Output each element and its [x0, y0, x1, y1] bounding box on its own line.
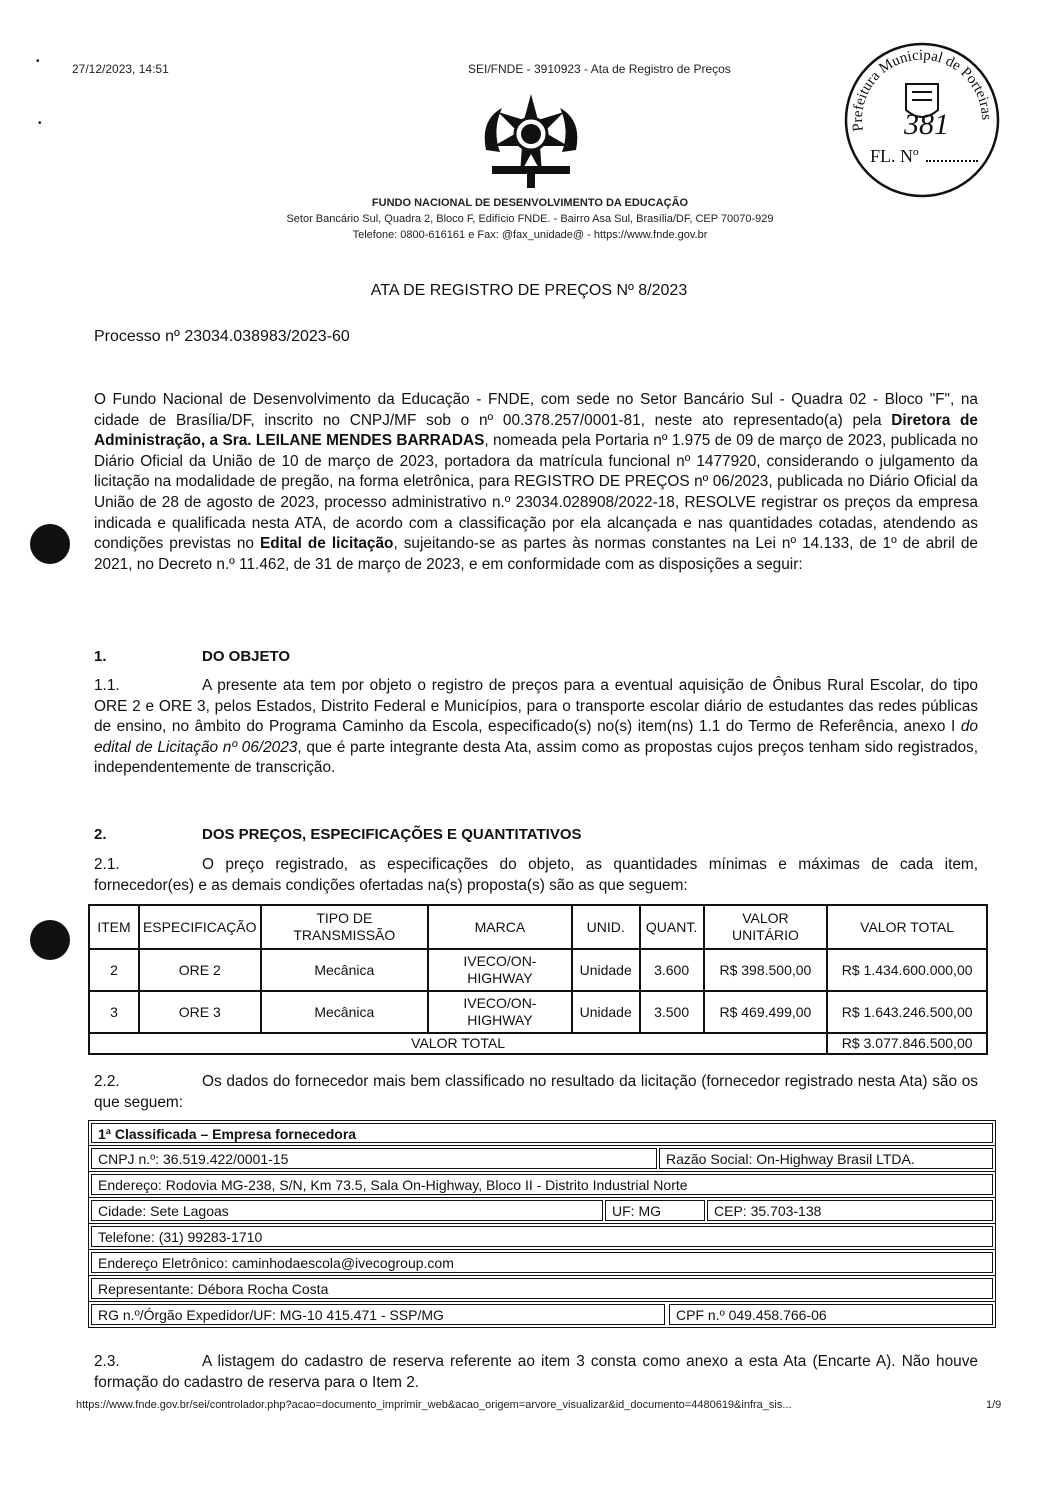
section-2-1-paragraph: 2.1. O preço registrado, as especificações do objeto, as quantidades mínimas e máximas de cada item, fornecedor(es) e as demais condições ofertadas na(s) proposta(s) são as que seguem:: [94, 856, 978, 894]
org-address: Setor Bancário Sul, Quadra 2, Bloco F, Edifício FNDE. - Bairro Asa Sul, Brasília/DF, CEP 70070-929: [286, 213, 774, 225]
supplier-row: [88, 1172, 996, 1198]
cell: R$ 469.499,00: [704, 991, 828, 1033]
intro-paragraph: O Fundo Nacional de Desenvolvimento da Educação - FNDE, com sede no Setor Bancário Sul - Quadra 02 - Bloco "F", na cidade de Brasília/DF, inscrito no CNPJ/MF sob o nº 00.378.257/0001-81, neste ato representado(a) pela Diretora de Administração, a Sra. LEILANE MENDES BARRADAS, nomeada pela Portaria nº 1.975 de 09 de março de 2023, publicada no Diário Oficial da União de 10 de março de 2023, portadora da matrícula funcional nº 1477920, considerando o julgamento da licitação na modalidade de pregão, na forma eletrônica, para REGISTRO DE PREÇOS nº 06/2023, publicada no Diário Oficial da União de 28 de agosto de 2023, processo administrativo n.º 23034.028908/2022-18, RESOLVE registrar os preços da empresa indicada e qualificada nesta ATA, de acordo com a classificação por ela alcançada e nas quantidades cotadas, atendendo as condições previstas no Edital de licitação, sujeitando-se as partes às normas constantes na Lei nº 14.133, de 1º de abril de 2021, no Decreto n.º 11.462, de 31 de março de 2023, e em conformidade com as disposições a seguir:: [94, 391, 978, 573]
table-total-row: [89, 1033, 987, 1054]
supplier-row: [88, 1198, 996, 1224]
cell: 3.600: [640, 949, 704, 991]
supplier-razao-social: Razão Social: On-Highway Brasil LTDA.: [659, 1148, 993, 1169]
cell: IVECO/ON-HIGHWAY: [428, 991, 572, 1033]
scan-mark: •: [38, 118, 42, 129]
supplier-row: [88, 1120, 996, 1146]
supplier-cnpj: CNPJ n.º: 36.519.422/0001-15: [91, 1148, 657, 1169]
page-number: 1/9: [986, 1399, 1002, 1411]
col-header: ESPECIFICAÇÃO: [139, 905, 261, 949]
document-title: ATA DE REGISTRO DE PREÇOS Nº 8/2023: [370, 282, 688, 299]
stamp-folio-label: FL. Nº: [870, 146, 919, 166]
svg-text:Prefeitura Municipal de Portei: Prefeitura Municipal de Porteiras: [849, 47, 995, 133]
supplier-table: [88, 1120, 996, 1328]
table-row: [89, 949, 987, 991]
cell: Mecânica: [261, 949, 429, 991]
cell: Mecânica: [261, 991, 429, 1033]
cell: Unidade: [572, 991, 640, 1033]
document-reference: SEI/FNDE - 3910923 - Ata de Registro de Preços: [468, 62, 731, 76]
scan-mark: •: [36, 56, 40, 67]
section-1-title: DO OBJETO: [202, 648, 291, 665]
section-1-number: 1.: [94, 648, 107, 665]
supplier-cpf: CPF n.º 049.458.766-06: [669, 1304, 993, 1325]
punch-hole: [30, 524, 70, 564]
table-header-row: [89, 905, 987, 949]
supplier-rg: RG n.º/Órgão Expedidor/UF: MG-10 415.471 - SSP/MG: [91, 1304, 665, 1325]
section-2-number: 2.: [94, 826, 107, 843]
supplier-email: Endereço Eletrônico: caminhodaescola@ivecogroup.com: [91, 1252, 993, 1273]
cell: 3: [89, 991, 139, 1033]
cell: ORE 2: [139, 949, 261, 991]
supplier-address: Endereço: Rodovia MG-238, S/N, Km 73.5, Sala On-Highway, Bloco II - Distrito Industrial Norte: [91, 1174, 993, 1195]
total-value: R$ 3.077.846.500,00: [827, 1033, 987, 1054]
table-row: [89, 991, 987, 1033]
org-contact: Telefone: 0800-616161 e Fax: @fax_unidade@ - https://www.fnde.gov.br: [352, 229, 708, 241]
col-header: VALOR UNITÁRIO: [704, 905, 828, 949]
col-header: VALOR TOTAL: [827, 905, 987, 949]
cell: Unidade: [572, 949, 640, 991]
total-label: VALOR TOTAL: [89, 1033, 827, 1054]
supplier-row: [88, 1224, 996, 1250]
stamp-folio-line: [926, 160, 978, 162]
cell: R$ 1.643.246.500,00: [827, 991, 987, 1033]
col-header: QUANT.: [640, 905, 704, 949]
cell: R$ 1.434.600.000,00: [827, 949, 987, 991]
supplier-cep: CEP: 35.703-138: [707, 1200, 993, 1221]
cell: ORE 3: [139, 991, 261, 1033]
supplier-row: [88, 1250, 996, 1276]
supplier-heading: 1ª Classificada – Empresa fornecedora: [91, 1123, 993, 1143]
col-header: TIPO DE TRANSMISSÃO: [261, 905, 429, 949]
supplier-row: [88, 1146, 996, 1172]
brazil-coat-of-arms-icon: [472, 90, 590, 190]
cell: 3.500: [640, 991, 704, 1033]
stamp-folio-number: 381: [904, 108, 949, 141]
section-2-3-paragraph: 2.3. A listagem do cadastro de reserva referente ao item 3 consta como anexo a esta Ata (Encarte A). Não houve formação do cadastro de reserva para o Item 2.: [94, 1353, 978, 1391]
price-table: [88, 904, 988, 1055]
col-header: ITEM: [89, 905, 139, 949]
process-number: Processo nº 23034.038983/2023-60: [94, 328, 350, 345]
supplier-phone: Telefone: (31) 99283-1710: [91, 1226, 993, 1247]
supplier-representative: Representante: Débora Rocha Costa: [91, 1278, 993, 1299]
punch-hole: [30, 920, 70, 960]
supplier-city: Cidade: Sete Lagoas: [91, 1200, 603, 1221]
col-header: MARCA: [428, 905, 572, 949]
section-1-1-paragraph: 1.1. A presente ata tem por objeto o registro de preços para a eventual aquisição de Ônibus Rural Escolar, do tipo ORE 2 e ORE 3, pelos Estados, Distrito Federal e Municípios, para o transporte escolar diário de estudantes das redes públicas de ensino, no âmbito do Programa Caminho da Escola, especificado(s) no(s) item(ns) 1.1 do Termo de Referência, anexo I do edital de Licitação nº 06/2023, que é parte integrante desta Ata, assim como as propostas cujos preços tenham sido registrados, independentemente de transcrição.: [94, 677, 979, 777]
section-2-2-paragraph: 2.2. Os dados do fornecedor mais bem classificado no resultado da licitação (fornecedor registrado nesta Ata) são os que seguem:: [94, 1073, 978, 1111]
section-2-title: DOS PREÇOS, ESPECIFICAÇÕES E QUANTITATIVOS: [202, 826, 582, 843]
footer-url: https://www.fnde.gov.br/sei/controlador.php?acao=documento_imprimir_web&acao_origem=arvore_visualizar&id_documento=4480619&infra_sis...: [76, 1399, 792, 1411]
cell: 2: [89, 949, 139, 991]
col-header: UNID.: [572, 905, 640, 949]
print-datetime: 27/12/2023, 14:51: [72, 62, 169, 76]
supplier-row: [88, 1302, 996, 1328]
supplier-uf: UF: MG: [605, 1200, 705, 1221]
org-name: FUNDO NACIONAL DE DESENVOLVIMENTO DA EDUCAÇÃO: [371, 197, 689, 209]
supplier-row: [88, 1276, 996, 1302]
cell: R$ 398.500,00: [704, 949, 828, 991]
cell: IVECO/ON-HIGHWAY: [428, 949, 572, 991]
